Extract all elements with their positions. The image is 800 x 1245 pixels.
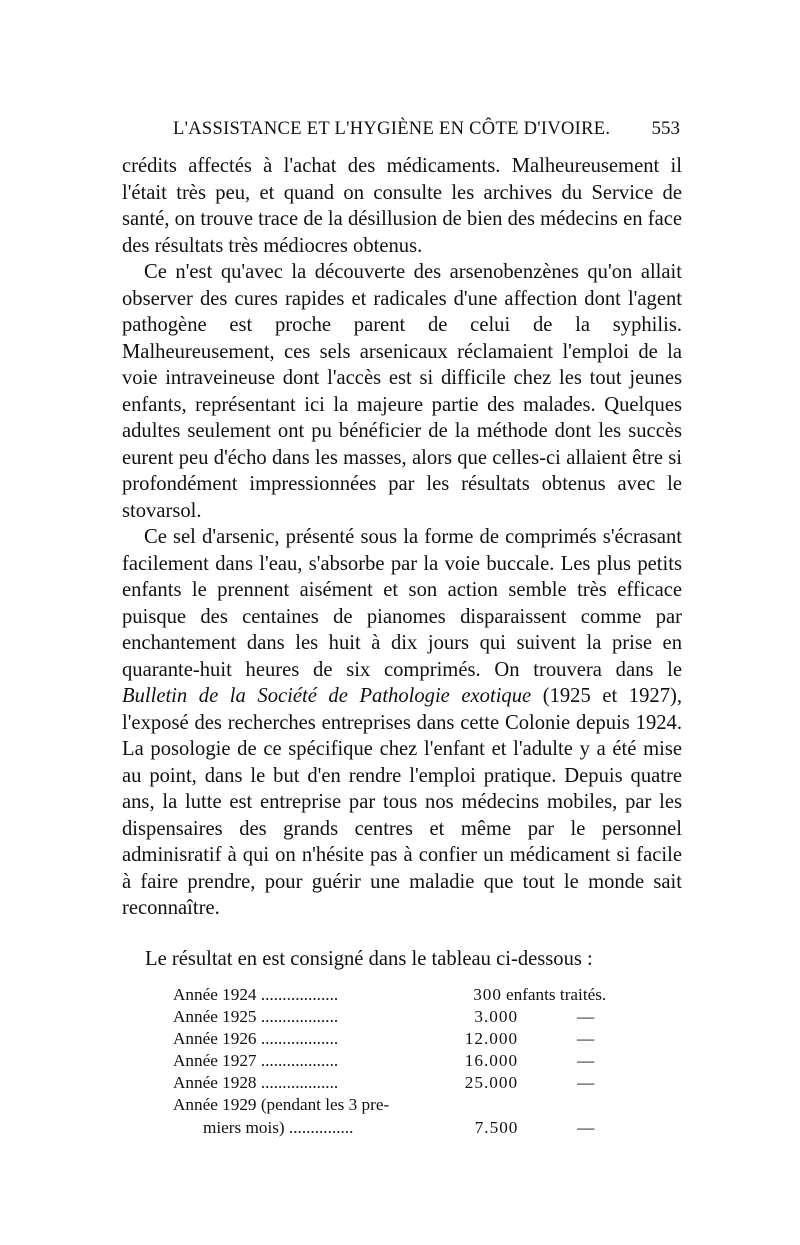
table-row — [173, 1050, 653, 1072]
row-unit: enfants traités. — [505, 985, 607, 1004]
running-title: L'ASSISTANCE ET L'HYGIÈNE EN CÔTE D'IVOIRE. — [173, 119, 611, 139]
table-intro: Le résultat en est consigné dans le tableau ci-dessous : — [145, 948, 593, 970]
table-row — [173, 1006, 653, 1028]
row-unit: — — [576, 1007, 595, 1026]
row-value: 16.000 — [464, 1051, 519, 1070]
row-unit: — — [576, 1029, 595, 1048]
row-unit: — — [577, 1118, 595, 1137]
paragraph-1: crédits affectés à l'achat des médicaments. Malheureusement il l'était très peu, et quand on consulte les archives du Service de santé, on trouve trace de la désillusion de bien des médecins en face des résultats très médiocres obtenus. — [122, 155, 682, 257]
results-table — [173, 984, 653, 1139]
row-value: 7.500 — [474, 1118, 519, 1137]
paragraph-2: Ce n'est qu'avec la découverte des arsenobenzènes qu'on allait observer des cures rapides et radicales d'une affection dont l'agent pathogène est proche parent de celui de la syphilis. Malheureusement, ces sels arsenicaux réclamaient l'emploi de la voie intraveineuse dont l'accès est si difficile chez les tout jeunes enfants, représentant ici la majeure partie des malades. Quelques adultes seulement ont pu bénéficier de la méthode dont les succès eurent peu d'écho dans les masses, alors que celles-ci allaient être si profondément impressionnées par les résultats obtenus avec le stovarsol. — [122, 261, 682, 522]
table-row — [173, 1072, 653, 1094]
table-row-1929-line2 — [173, 1117, 653, 1139]
table-row-1929-line1 — [173, 1094, 653, 1116]
row-value: 12.000 — [464, 1029, 519, 1048]
running-header — [120, 118, 680, 154]
table-row — [173, 1028, 653, 1050]
row-label: Année 1925 .................. — [173, 1007, 339, 1026]
paragraph-3-after: (1925 et 1927), l'exposé des recherches entreprises dans cette Colonie depuis 1924. La posologie de ce spécifique chez l'enfant et l'adulte y a été mise au point, dans le but d'en rendre l'emploi pratique. Depuis quatre ans, la lutte est entreprise par tous nos médecins mobiles, par les dispensaires des grands centres et même par le personnel adminisratif à qui on n'hésite pas à confier un médicament si facile à faire prendre, pour guérir une maladie que tout le monde sait reconnaître. — [122, 685, 682, 919]
row-label: Année 1928 .................. — [173, 1073, 339, 1092]
row-unit: — — [576, 1073, 595, 1092]
row-value: 300 — [473, 985, 502, 1004]
row-label: Année 1927 .................. — [173, 1051, 339, 1070]
paragraph-3 — [122, 524, 682, 922]
row-label: Année 1924 .................. — [173, 985, 339, 1004]
paragraph-3-before: Ce sel d'arsenic, présenté sous la forme de comprimés s'écrasant facilement dans l'eau, s'absorbe par la voie buccale. Les plus petits enfants le prennent aisément et son action semble très efficace puisque des centaines de pianomes disparaissent comme par enchantement dans les huit à dix jours qui suivent la prise en quarante-huit heures de six comprimés. On trouvera dans le — [122, 526, 682, 681]
row-label-continued: miers mois) ............... — [203, 1118, 354, 1137]
row-label: Année 1929 (pendant les 3 pre- — [173, 1095, 390, 1114]
row-value: 25.000 — [464, 1073, 519, 1092]
body-text — [122, 153, 682, 922]
row-label: Année 1926 .................. — [173, 1029, 339, 1048]
journal-title: Bulletin de la Société de Pathologie exotique — [122, 685, 532, 707]
row-unit: — — [576, 1051, 595, 1070]
page-number: 553 — [651, 118, 680, 139]
row-value: 3.000 — [474, 1007, 519, 1026]
table-row — [173, 984, 653, 1006]
